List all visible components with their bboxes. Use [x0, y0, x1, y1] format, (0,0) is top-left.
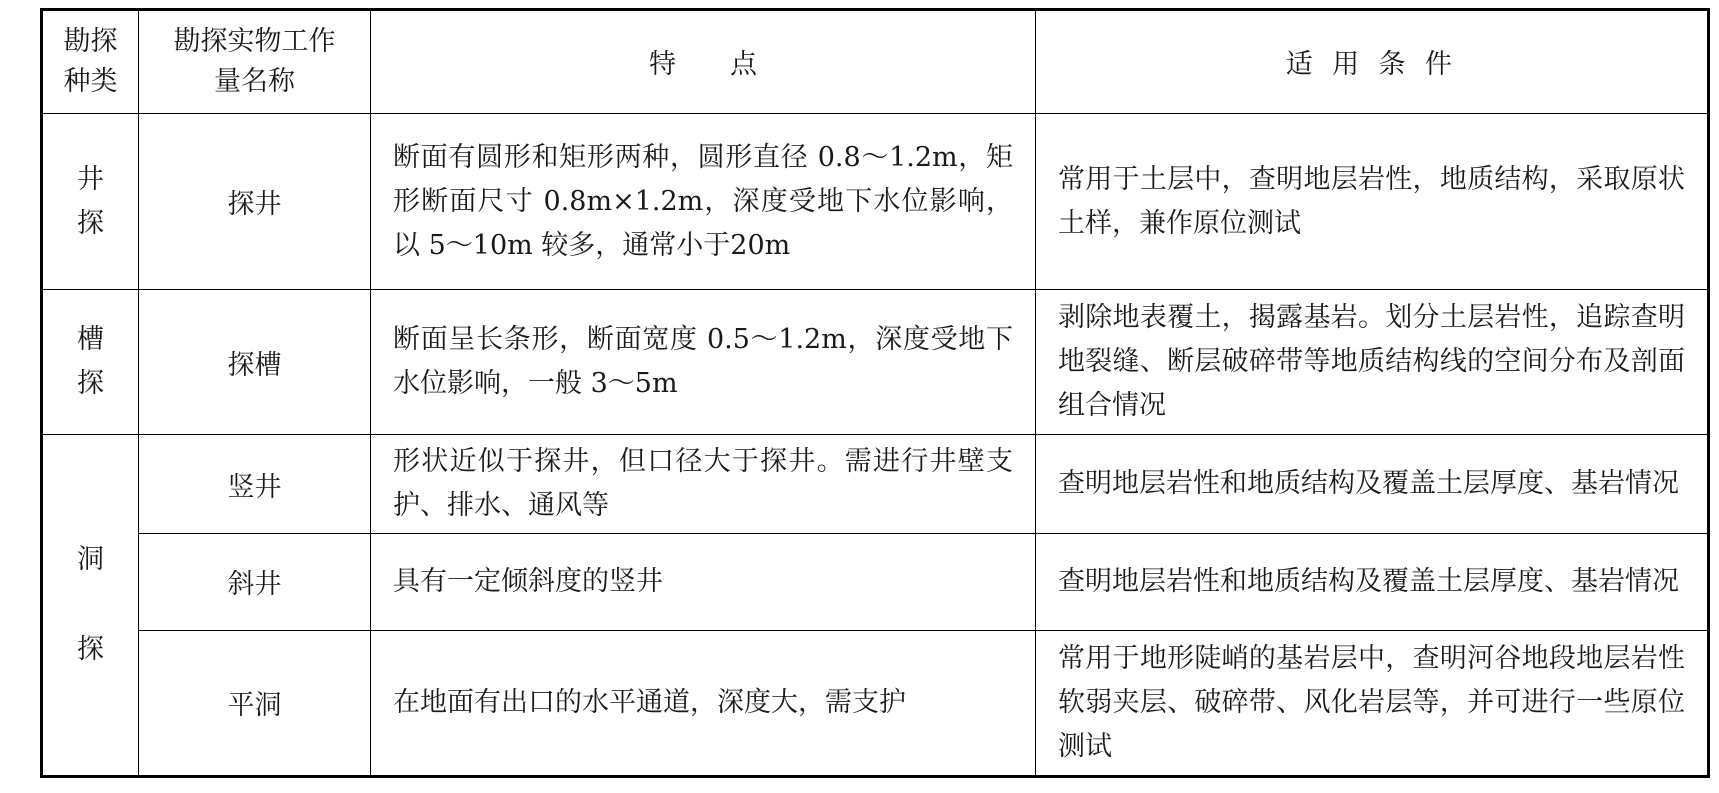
- cell-work: 竖井: [139, 435, 371, 534]
- header-feature: 特 点: [371, 10, 1036, 114]
- cell-work: 平洞: [139, 630, 371, 776]
- cell-feature: 在地面有出口的水平通道，深度大，需支护: [371, 630, 1036, 776]
- cell-feature: 断面有圆形和矩形两种，圆形直径 0.8～1.2m，矩形断面尺寸 0.8m×1.2m，深度受地下水位影响，以 5～10m 较多，通常小于20m: [371, 113, 1036, 289]
- table-row: [42, 435, 1709, 534]
- cell-work: 探井: [139, 113, 371, 289]
- cell-feature: 断面呈长条形，断面宽度 0.5～1.2m，深度受地下水位影响，一般 3～5m: [371, 290, 1036, 435]
- cell-condition: 查明地层岩性和地质结构及覆盖土层厚度、基岩情况: [1036, 534, 1709, 631]
- cell-condition: 剥除地表覆土，揭露基岩。划分土层岩性，追踪查明地裂缝、断层破碎带等地质结构线的空间分布及剖面组合情况: [1036, 290, 1709, 435]
- cell-condition: 常用于地形陡峭的基岩层中，查明河谷地段地层岩性软弱夹层、破碎带、风化岩层等，并可进行一些原位测试: [1036, 630, 1709, 776]
- cell-type: 洞探: [42, 435, 139, 777]
- table-header-row: [42, 10, 1709, 114]
- header-work: 勘探实物工作量名称: [139, 10, 371, 114]
- table-row: [42, 290, 1709, 435]
- header-type: 勘探种类: [42, 10, 139, 114]
- table-row: [42, 534, 1709, 631]
- cell-condition: 查明地层岩性和地质结构及覆盖土层厚度、基岩情况: [1036, 435, 1709, 534]
- cell-feature: 形状近似于探井，但口径大于探井。需进行井壁支护、排水、通风等: [371, 435, 1036, 534]
- cell-type: 槽探: [42, 290, 139, 435]
- exploration-table-wrapper: [40, 8, 1707, 778]
- table-row: [42, 630, 1709, 776]
- cell-work: 探槽: [139, 290, 371, 435]
- table-row: [42, 113, 1709, 289]
- header-condition: 适 用 条 件: [1036, 10, 1709, 114]
- cell-work: 斜井: [139, 534, 371, 631]
- cell-condition: 常用于土层中，查明地层岩性，地质结构，采取原状土样，兼作原位测试: [1036, 113, 1709, 289]
- exploration-methods-table: [40, 8, 1710, 778]
- cell-feature: 具有一定倾斜度的竖井: [371, 534, 1036, 631]
- cell-type: 井探: [42, 113, 139, 289]
